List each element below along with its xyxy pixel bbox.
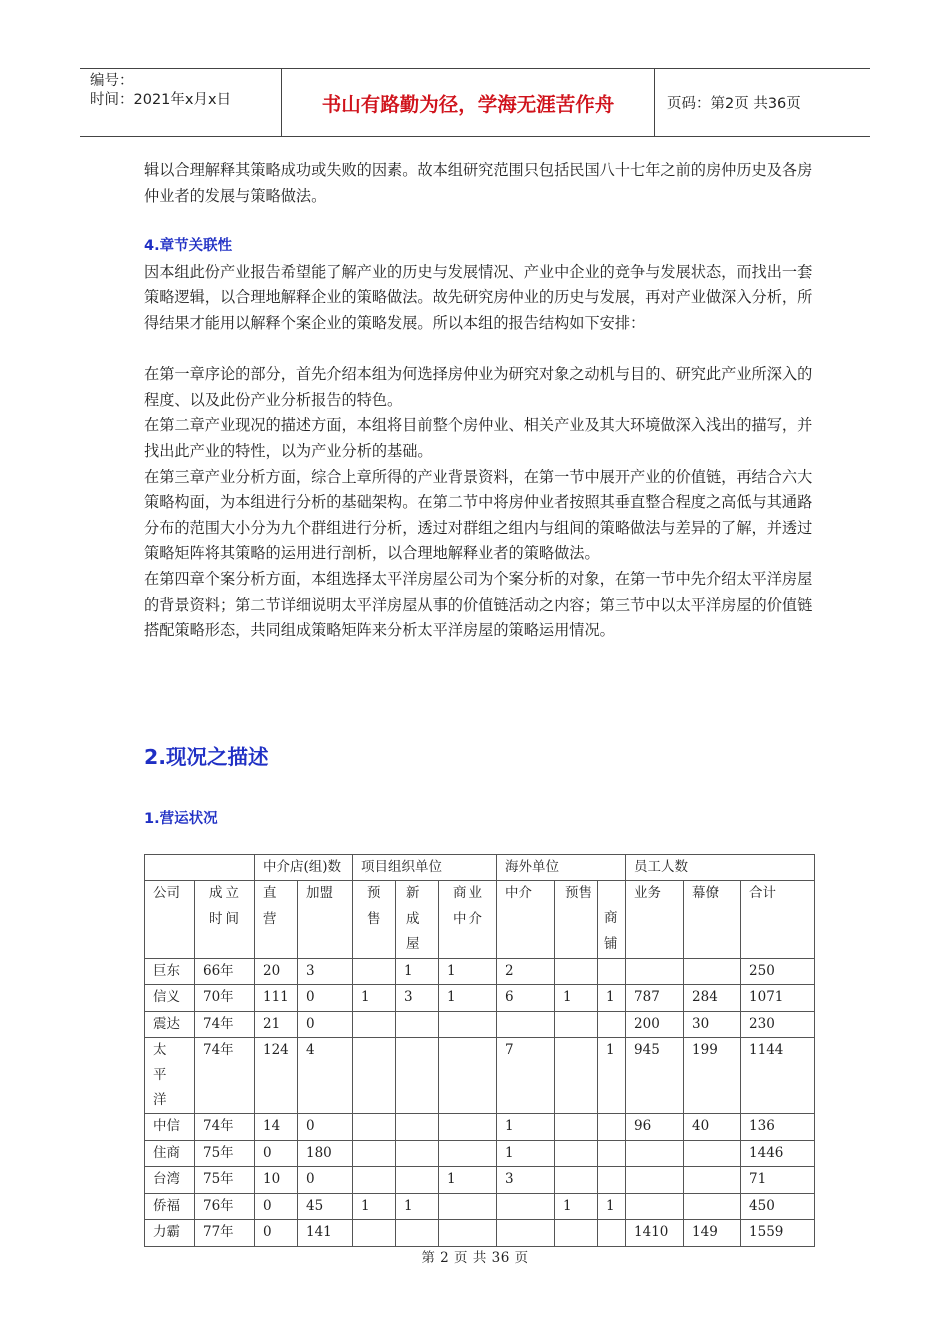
table-cell: 74年: [195, 1114, 255, 1141]
table-cell: [439, 1220, 497, 1247]
table-cell: 1410: [626, 1220, 684, 1247]
table-cell: [684, 1140, 741, 1167]
table-cell: 1: [353, 1193, 396, 1220]
table-body: [145, 958, 815, 1246]
table-cell: [396, 1038, 439, 1114]
table-cell: 124: [255, 1038, 298, 1114]
table-cell: [598, 1220, 626, 1247]
table-cell: 200: [626, 1011, 684, 1038]
company-cell: 力霸: [145, 1220, 195, 1247]
chapter4-paragraph: 在第四章个案分析方面，本组选择太平洋房屋公司为个案分析的对象，在第一节中先介绍太平洋房屋的背景资料；第二节详细说明太平洋房屋从事的价值链活动之内容；第三节中以太平洋房屋的价值链搭配策略形态，共同组成策略矩阵来分析太平洋房屋的策略运用情况。: [144, 569, 813, 640]
table-cell: 149: [684, 1220, 741, 1247]
intro-paragraph: 辑以合理解释其策略成功或失败的因素。故本组研究范围只包括民国八十七年之前的房仲历史及各房仲业者的发展与策略做法。: [144, 161, 813, 205]
company-cell: 中信: [145, 1114, 195, 1141]
table-cell: [555, 1220, 598, 1247]
table-cell: 1: [396, 958, 439, 985]
spacer: [144, 209, 814, 234]
table-column-header-row: [145, 881, 815, 959]
table-cell: 3: [497, 1167, 555, 1194]
header-page-label: 页码：第2页 共36页: [667, 96, 801, 112]
table-cell: 45: [298, 1193, 353, 1220]
table-cell: 1: [598, 1193, 626, 1220]
table-column-header: 商铺: [598, 881, 626, 959]
table-cell: 96: [626, 1114, 684, 1141]
relation-paragraph: 因本组此份产业报告希望能了解产业的历史与发展情况、产业中企业的竞争与发展状态，而找出一套策略逻辑，以合理地解释企业的策略做法。故先研究房仲业的历史与发展，再对产业做深入分析，所得结果才能用以解释个案企业的策略发展。所以本组的报告结构如下安排：: [144, 262, 813, 332]
table-cell: [626, 958, 684, 985]
table-cell: 0: [255, 1193, 298, 1220]
table-group-header: 海外单位: [497, 855, 626, 881]
table-cell: 1: [439, 1167, 497, 1194]
table-cell: 1: [598, 985, 626, 1012]
table-group-header: 中介店(组)数: [255, 855, 353, 881]
table-cell: [353, 958, 396, 985]
table-cell: 40: [684, 1114, 741, 1141]
table-cell: 1: [439, 958, 497, 985]
table-column-header: 公司: [145, 881, 195, 959]
company-cell: 侨福: [145, 1193, 195, 1220]
page-header: [80, 68, 870, 137]
company-cell: 震达: [145, 1011, 195, 1038]
company-cell: 太平洋: [145, 1038, 195, 1114]
table-cell: 6: [497, 985, 555, 1012]
table-cell: 74年: [195, 1011, 255, 1038]
table-column-header: 中介: [497, 881, 555, 959]
table-column-header: 直营: [255, 881, 298, 959]
table-column-header: 预售: [555, 881, 598, 959]
table-cell: [598, 1011, 626, 1038]
table-cell: [439, 1038, 497, 1114]
table-cell: 1: [555, 1193, 598, 1220]
table-column-header: 商业中介: [439, 881, 497, 959]
table-cell: 66年: [195, 958, 255, 985]
table-column-header: 幕僚: [684, 881, 741, 959]
table-cell: [497, 1011, 555, 1038]
header-motto: 书山有路勤为径，学海无涯苦作舟: [282, 69, 655, 136]
table-cell: 0: [298, 1011, 353, 1038]
table-group-header: 项目组织单位: [353, 855, 497, 881]
table-column-header: 成立时间: [195, 881, 255, 959]
table-cell: 74年: [195, 1038, 255, 1114]
table-cell: 4: [298, 1038, 353, 1114]
table-cell: [555, 1167, 598, 1194]
table-cell: [353, 1167, 396, 1194]
table-cell: [353, 1140, 396, 1167]
table-cell: 1071: [741, 985, 815, 1012]
section4-heading: 4.章节关联性: [144, 238, 233, 255]
table-row: [145, 1011, 815, 1038]
table-cell: [598, 1114, 626, 1141]
table-cell: 7: [497, 1038, 555, 1114]
table-cell: [439, 1114, 497, 1141]
table-cell: [626, 1140, 684, 1167]
company-cell: 巨东: [145, 958, 195, 985]
header-time-label: 时间：2021年x月x日: [90, 92, 232, 108]
table-cell: 10: [255, 1167, 298, 1194]
table-cell: 76年: [195, 1193, 255, 1220]
company-cell: 台湾: [145, 1167, 195, 1194]
table-cell: [353, 1038, 396, 1114]
table-cell: [396, 1220, 439, 1247]
table-cell: 230: [741, 1011, 815, 1038]
table-cell: [353, 1011, 396, 1038]
table-cell: [396, 1011, 439, 1038]
table-header-blank: [145, 855, 255, 881]
table-row: [145, 1193, 815, 1220]
table-cell: [555, 1140, 598, 1167]
header-meta: [80, 69, 282, 136]
table-cell: 21: [255, 1011, 298, 1038]
table-column-header: 合计: [741, 881, 815, 959]
table-column-header: 业务: [626, 881, 684, 959]
table-cell: 0: [298, 985, 353, 1012]
table-cell: 1: [497, 1140, 555, 1167]
table-cell: 1: [555, 985, 598, 1012]
table-cell: 1: [598, 1038, 626, 1114]
table-cell: 284: [684, 985, 741, 1012]
chapter3-paragraph: 在第三章产业分析方面，综合上章所得的产业背景资料，在第一节中展开产业的价值链，再结合六大策略构面，为本组进行分析的基础架构。在第二节中将房仲业者按照其垂直整合程度之高低与其通路分布的范围大小分为九个群组进行分析，透过对群组之组内与组间的策略做法与差异的了解，并透过策略矩阵将其策略的运用进行剖析，以合理地解释业者的策略做法。: [144, 467, 813, 563]
table-row: [145, 1167, 815, 1194]
table-cell: 0: [298, 1114, 353, 1141]
table-row: [145, 1114, 815, 1141]
table-row: [145, 1140, 815, 1167]
table-cell: 1446: [741, 1140, 815, 1167]
spacer: [144, 337, 814, 363]
table-cell: 75年: [195, 1167, 255, 1194]
table-cell: 141: [298, 1220, 353, 1247]
table-cell: 1: [497, 1114, 555, 1141]
table-cell: [353, 1220, 396, 1247]
page-footer: 第 2 页 共 36 页: [421, 1250, 529, 1266]
table-cell: 20: [255, 958, 298, 985]
table-cell: [626, 1193, 684, 1220]
table-cell: 136: [741, 1114, 815, 1141]
table-cell: [684, 1193, 741, 1220]
table-cell: 2: [497, 958, 555, 985]
operations-table: [144, 854, 815, 1247]
company-cell: 住商: [145, 1140, 195, 1167]
table-cell: 199: [684, 1038, 741, 1114]
table-cell: [598, 958, 626, 985]
company-cell: 信义: [145, 985, 195, 1012]
table-cell: 1: [353, 985, 396, 1012]
table-row: [145, 1038, 815, 1114]
table-cell: 3: [396, 985, 439, 1012]
table-cell: [684, 1167, 741, 1194]
chapter2-heading: 2.现况之描述: [144, 745, 269, 769]
operations-heading: 1.营运状况: [144, 811, 218, 827]
table-cell: 250: [741, 958, 815, 985]
table-cell: 1559: [741, 1220, 815, 1247]
table-cell: [555, 1114, 598, 1141]
table-cell: [626, 1167, 684, 1194]
table-cell: 0: [298, 1167, 353, 1194]
table-cell: 0: [255, 1220, 298, 1247]
table-cell: [555, 1011, 598, 1038]
table-cell: 111: [255, 985, 298, 1012]
table-cell: 75年: [195, 1140, 255, 1167]
table-cell: 0: [255, 1140, 298, 1167]
table-cell: 180: [298, 1140, 353, 1167]
table-cell: 77年: [195, 1220, 255, 1247]
table-row: [145, 958, 815, 985]
table-cell: [555, 958, 598, 985]
table-row: [145, 985, 815, 1012]
table-cell: 3: [298, 958, 353, 985]
table-group-header: 员工人数: [626, 855, 815, 881]
header-number-label: 编号：: [90, 73, 134, 89]
table-cell: [684, 958, 741, 985]
table-cell: [598, 1140, 626, 1167]
chapter1-paragraph: 在第一章序论的部分，首先介绍本组为何选择房仲业为研究对象之动机与目的、研究此产业所深入的程度、以及此份产业分析报告的特色。: [144, 365, 813, 409]
table-cell: [439, 1140, 497, 1167]
table-cell: 945: [626, 1038, 684, 1114]
table-cell: [396, 1140, 439, 1167]
table-cell: [598, 1167, 626, 1194]
table-group-header-row: [145, 855, 815, 881]
table-cell: 1144: [741, 1038, 815, 1114]
table-cell: 70年: [195, 985, 255, 1012]
table-cell: 14: [255, 1114, 298, 1141]
table-column-header: 新成屋: [396, 881, 439, 959]
chapter2-paragraph: 在第二章产业现况的描述方面，本组将目前整个房仲业、相关产业及其大环境做深入浅出的描写，并找出此产业的特性，以为产业分析的基础。: [144, 416, 813, 460]
table-cell: [439, 1193, 497, 1220]
table-cell: [497, 1220, 555, 1247]
table-row: [145, 1220, 815, 1247]
table-cell: [497, 1193, 555, 1220]
table-cell: [555, 1038, 598, 1114]
table-cell: 71: [741, 1167, 815, 1194]
table-cell: 30: [684, 1011, 741, 1038]
table-cell: [396, 1167, 439, 1194]
table-cell: [439, 1011, 497, 1038]
table-cell: 450: [741, 1193, 815, 1220]
table-cell: [353, 1114, 396, 1141]
table-cell: [396, 1114, 439, 1141]
table-cell: 787: [626, 985, 684, 1012]
table-cell: 1: [439, 985, 497, 1012]
table-column-header: 加盟: [298, 881, 353, 959]
table-column-header: 预售: [353, 881, 396, 959]
table-cell: 1: [396, 1193, 439, 1220]
main-content: [144, 158, 814, 644]
